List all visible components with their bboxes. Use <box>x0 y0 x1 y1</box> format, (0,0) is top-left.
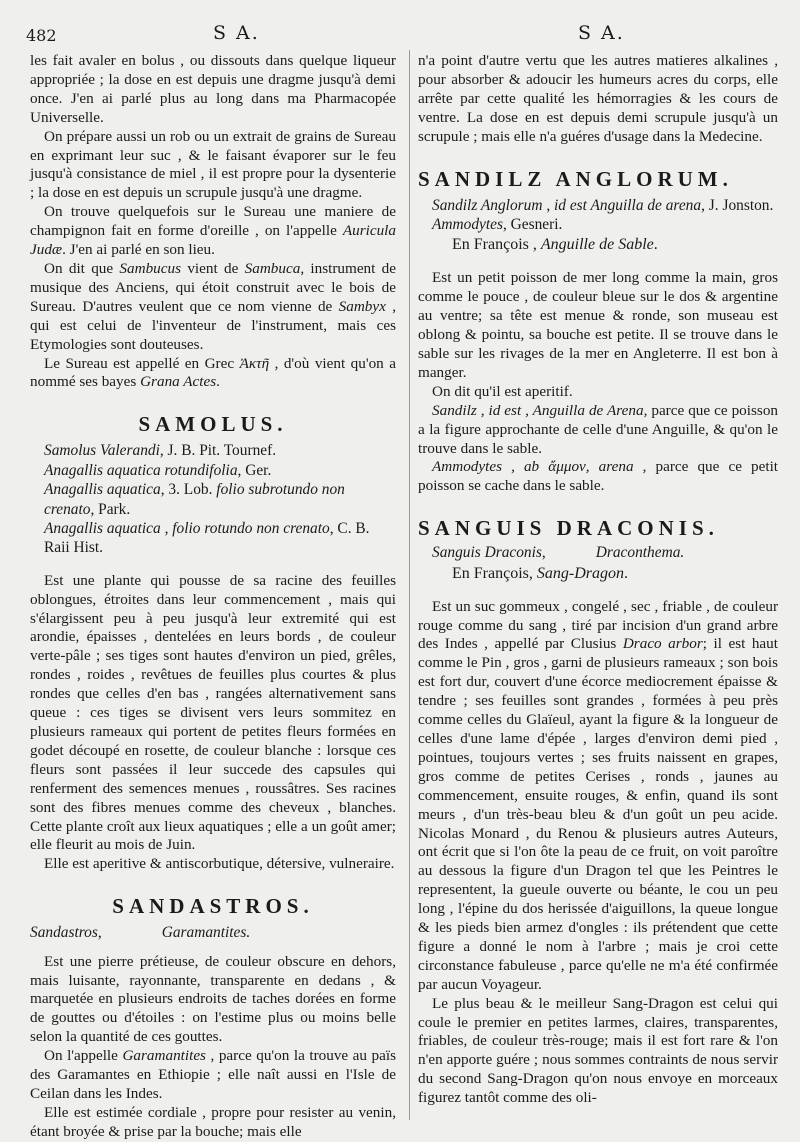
entry-heading-sandastros: SANDASTROS. <box>112 894 314 919</box>
paragraph: On dit qu'il est aperitif. <box>432 382 573 400</box>
entry-heading-samolus: SAMOLUS. <box>138 412 288 437</box>
paragraph: On prépare aussi un rob ou un extrait de grains de Sureau en exprimant leur suc , & le faisant évaporer sur le feu jusqu'à consistance de miel , il est propre pour la dysenterie ; la dose en est depuis un scrupule jusqu'à une dragme. <box>30 127 396 202</box>
paragraph: Est un petit poisson de mer long comme la main, gros comme le pouce , de couleur bleue sur le dos & argentine au ventre; sa tête est menue & ronde, son museau est oblong & pointu, sa bouche est petite. Il se trouve dans le sable sur les rivages de la mer en Angleterre. Il est bon à manger. <box>418 269 778 381</box>
synonym-line: Sandilz Anglorum , id est Anguilla de arena, J. Jonston. <box>432 196 774 214</box>
paragraph: On l'appelle Garamantites , parce qu'on la trouve au païs des Garamantes en Ethiopie ; elle naît aussi en l'Isle de Ceilan dans les Indes. <box>30 1047 397 1102</box>
paragraph: Sandilz , id est , Anguilla de Arena, parce que ce poisson a la figure approchante de celle d'une Anguille, & qu'on le trouve dans le sable. <box>418 401 779 457</box>
synonym-line: Anagallis aquatica rotundifolia, Ger. <box>44 461 272 479</box>
paragraph: Ammodytes , ab ἄμμον, arena , parce que ce petit poisson se cache dans le sable. <box>418 458 779 495</box>
synonym-line: Samolus Valerandi, J. B. Pit. Tournef. <box>44 442 277 460</box>
synonym-line: Sanguis Draconis, Draconthema. <box>432 544 685 562</box>
synonym-line: Anagallis aquatica , folio rotundo non crenato, C. B. Raii Hist. <box>44 519 370 557</box>
paragraph: On dit que Sambucus vient de Sambuca, instrument de musique des Anciens, qui étoit construit avec le bois de Sureau. D'autres veulent que ce nom vienne de Sambyx , qui est celui de l'inventeur de l'instrument, mais ces Etymologies sont douteuses. <box>30 259 397 353</box>
paragraph: Elle est estimée cordiale , propre pour resister au venin, étant broyée & prise par la bouche; mais elle <box>30 1103 396 1140</box>
paragraph: Elle est aperitive & antiscorbutique, détersive, vulneraire. <box>44 855 395 873</box>
paragraph: On trouve quelquefois sur le Sureau une maniere de champignon fait en forme d'oreille , on l'appelle Auricula Judæ. J'en ai parlé en son lieu. <box>30 203 396 259</box>
entry-heading-sandilz: SANDILZ ANGLORUM. <box>418 166 733 191</box>
synonym-line: Anagallis aquatica, 3. Lob. folio subrotundo non crenato, Park. <box>44 481 345 518</box>
synonym-line: Ammodytes, Gesneri. <box>432 215 563 233</box>
french-name-line: En François, Sang-Dragon. <box>452 564 628 582</box>
paragraph: les fait avaler en bolus , ou dissouts dans quelque liqueur appropriée ; la dose en est depuis une dragme jusqu'à demi once. J'en ai parlé plus au long dans ma Pharmacopée Universelle. <box>30 52 396 126</box>
page-number: 482 <box>26 26 57 45</box>
paragraph: Est un suc gommeux , congelé , sec , friable , de couleur rouge comme du sang , tiré par incision d'un grand arbre des Indes , appellé par Clusius Draco arbor; il est haut comme le Pin , gros , garni de plusieurs rameaux ; son bois est fort dur, couvert d'une écorce mediocrement épaisse & tendre ; ses feuilles sont grandes , formées à peu près comme celles du Glaïeul, ayant la figure & la longueur de celles d'une lame d'épée , larges d'environ demi pied , pointues, toujours vertes ; ses fruits naissent en grapes, gros comme de petites Cerises , ronds , jaunes au commencement, ensuite rouges, & enfin, quand ils sont meurs , d'un très-beau bleu & d'un goût un peu acide. Nicolas Monard , du Renou & plusieurs autres Auteurs, ont écrit que si l'on ôte la peau de ce fruit, on voit paroître au dessous la figure d'un Dragon tel que les Peintres le representent, la gueule ouverte ou béante, le cou un peu long , l'épine du dos herissée d'aiguillons, la queue longue & les pieds bien armez d'ongles : ils prétendent que cette figure a donné le nom à l'arbre ; mais je croi cette circonstance fabuleuse , parce qu'elle ne m'a été confirmée par aucun Voyageur. <box>418 597 778 993</box>
running-head-left: S A. <box>213 22 260 44</box>
column-divider <box>409 50 410 1120</box>
synonym-line: Sandastros, Garamantites. <box>30 924 251 942</box>
paragraph: Est une plante qui pousse de sa racine des feuilles oblongues, étroites dans leur commencement , mais qui s'élargissent peu à peu jusqu'à leur extremité qui est arondie, épaisses , dentelées en leurs bords , de couleur verte-pâle ; ses tiges sont hautes d'environ un pied, grêles, rondes , roides , revêtues de feuilles plus courtes & plus rondes que celles d'en bas , rangées alternativement sans queue : ces tiges se divisent vers leurs sommitez en plusieurs rameaux qui portent de petites fleurs formées en godet découpé en rosette, de couleur blanche : lorsque ces fleurs sont passées il leur succede des capsules qui renferment des semences menues , roussâtres. Ses racines sont des fibres menues comme des cheveux , blanches. Cette plante croît aux lieux aquatiques ; elle a un goût amer; elle fleurit au mois de Juin. <box>30 571 396 854</box>
right-column <box>418 52 778 1108</box>
french-name-line: En François , Anguille de Sable. <box>452 236 658 254</box>
entry-heading-sanguis-draconis: SANGUIS DRACONIS. <box>418 516 719 541</box>
paragraph: Est une pierre prétieuse, de couleur obscure en dehors, mais luisante, rayonnante, transparente en dedans , & marquetée en plusieurs endroits de taches dorées en forme de gouttes ou d'étoiles : on l'estime plus ou moins belle selon la quantité de ces gouttes. <box>30 952 396 1046</box>
paragraph: Le Sureau est appellé en Grec Ἀκτῆ , d'où vient qu'on a nommé ses bayes Grana Actes. <box>30 354 396 391</box>
paragraph: n'a point d'autre vertu que les autres matieres alkalines , pour absorber & adoucir les humeurs acres du corps, elle arrête par cette qualité les hémorragies & les cours de ventre. La dose en est depuis demi scrupule jusqu'à un scrupule ; mais elle n'a guéres d'usage dans la Medecine. <box>418 52 778 145</box>
left-column <box>30 52 396 1142</box>
paragraph: Le plus beau & le meilleur Sang-Dragon est celui qui coule le premier en petites larmes, claires, transparentes, friables, de couleur très-rouge; mais il est fort rare & l'on n'en apporte guére ; nous sommes contraints de nous servir du second Sang-Dragon qu'on nous envoye en morceaux figurez tantôt comme des oli- <box>418 994 778 1107</box>
running-head-right: S A. <box>578 22 625 44</box>
